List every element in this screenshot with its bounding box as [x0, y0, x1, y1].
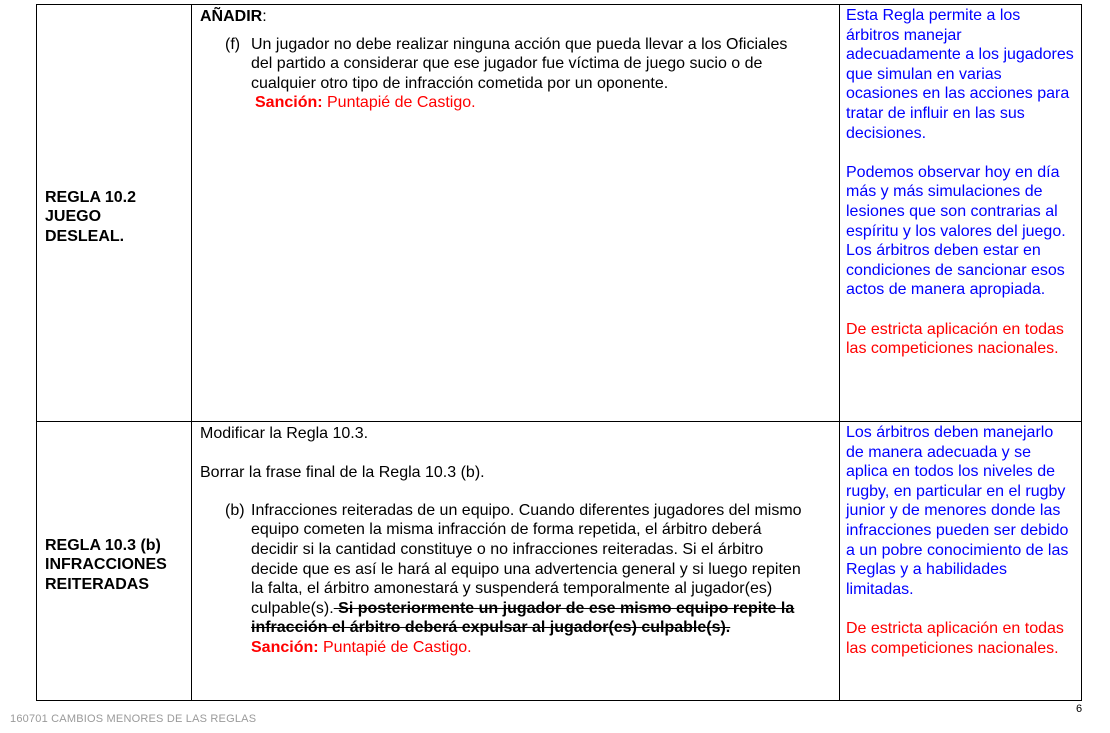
page-number: 6 — [1076, 703, 1083, 715]
item-text: Infracciones reiteradas de un equipo. Cuando diferentes jugadores del mismo equipo cometen la misma infracción de forma repetida, el árbitro deberá decidir si la cantidad constituye o no infracciones reiteradas. Si el árbitro decide que es así le hará al equipo una advertencia general y si luego repiten la falta, el árbitro amonestará y suspenderá temporalmente al jugador(es) culpable(s). — [251, 501, 802, 617]
instruction-line: Modificar la Regla 10.3. — [200, 425, 369, 442]
sanction-label: Sanción: — [255, 94, 323, 112]
comment-red: De estricta aplicación en todas las competiciones nacionales. — [846, 619, 1064, 657]
comment-cell — [840, 422, 1082, 701]
table-row — [37, 5, 1082, 422]
rules-table — [36, 4, 1082, 701]
sanction-text: Puntapié de Castigo. — [322, 94, 476, 112]
item-body — [251, 501, 831, 658]
struck-text: Si posteriormente un jugador de ese mismo equipo repite la infracción el árbitro deberá expulsar al jugador(es) culpable(s). — [251, 599, 795, 637]
rule-cell — [37, 5, 192, 422]
heading-add: AÑADIR — [200, 8, 263, 25]
rule-cell — [37, 422, 192, 701]
content-cell — [192, 5, 840, 422]
rule-item — [200, 35, 831, 113]
comment-blue: Esta Regla permite a los árbitros manejar adecuadamente a los jugadores que simulan en varias ocasiones en las acciones para tratar de influir en las sus decisiones. — [846, 7, 1074, 142]
item-body — [251, 35, 831, 113]
comment-blue: Los árbitros deben manejarlo de manera adecuada y se aplica en todos los niveles de rugby, en particular en el rugby junior y de menores donde las infracciones pueden ser debido a un pobre conocimiento de las Reglas y a habilidades limitadas. — [846, 424, 1069, 598]
sanction — [251, 639, 472, 656]
rule-name: REGLA 10.2 JUEGO DESLEAL. — [45, 188, 136, 245]
sanction-label: Sanción: — [251, 638, 319, 656]
footer-document-title: 160701 CAMBIOS MENORES DE LAS REGLAS — [10, 713, 257, 725]
sanction — [251, 94, 476, 111]
content-heading — [200, 7, 831, 27]
rule-item — [200, 501, 831, 658]
content-cell — [192, 422, 840, 701]
instruction-line: Borrar la frase final de la Regla 10.3 (b). — [200, 464, 485, 482]
comment-cell — [840, 5, 1082, 422]
heading-colon: : — [262, 8, 267, 25]
table-row — [37, 422, 1082, 701]
item-number: (f) — [225, 35, 241, 53]
item-number: (b) — [225, 501, 245, 519]
sanction-text: Puntapié de Castigo. — [318, 638, 472, 656]
rule-name: REGLA 10.3 (b) INFRACCIONES REITERADAS — [45, 536, 167, 593]
comment-blue: Podemos observar hoy en día más y más simulaciones de lesiones que son contrarias al espíritu y los valores del juego. Los árbitros deben estar en condiciones de sancionar esos actos de manera apropiada. — [846, 163, 1066, 299]
comment-red: De estricta aplicación en todas las competiciones nacionales. — [846, 320, 1064, 358]
item-text: Un jugador no debe realizar ninguna acción que pueda llevar a los Oficiales del partido a considerar que ese jugador fue víctima de juego sucio o de cualquier otro tipo de infracción cometida por un oponente. — [251, 35, 788, 92]
